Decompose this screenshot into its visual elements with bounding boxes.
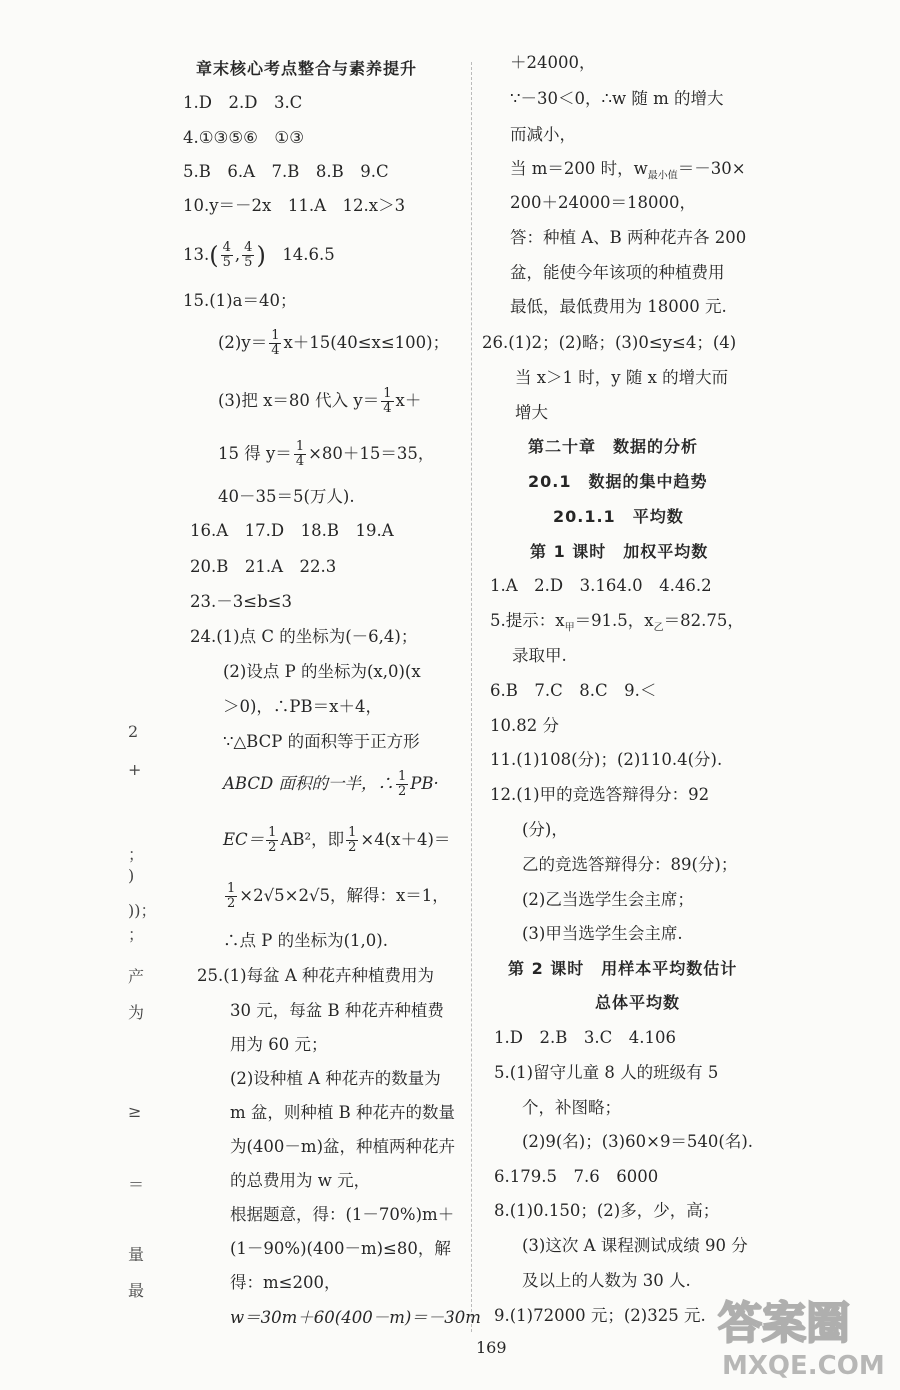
lesson-heading: 总体平均数 <box>595 993 681 1012</box>
answer-line: (分)， <box>522 820 568 839</box>
answer-line: (2)乙当选学生会主席； <box>522 890 694 909</box>
edge-fragment: 最 <box>128 1281 145 1300</box>
fraction: $\frac{1}{4}$ <box>295 439 305 469</box>
answer-line: 当 m＝200 时，$w_{最小值}=-30\times$ <box>510 159 746 182</box>
answer-line: 8.(1)0.150；(2)多，少，高； <box>494 1201 720 1220</box>
answer-line: 4.①③⑤⑥ ①③ <box>183 128 304 147</box>
answer-line: 24.(1)点 C 的坐标为(－6,4)； <box>190 627 418 646</box>
answer-line: 1.A 2.D 3.164.0 4.46.2 <box>490 576 712 595</box>
edge-fragment: ； <box>128 845 145 864</box>
edge-fragment: 为 <box>128 1003 145 1022</box>
answer-line: ＞0)，∴PB＝x＋4， <box>223 697 382 716</box>
answer-line: 根据题意，得：(1－70%)m＋ <box>230 1205 455 1224</box>
column-divider <box>471 62 472 1332</box>
answer-line: 个，补图略； <box>522 1098 621 1117</box>
answer-line: 12.(1)甲的竞选答辩得分：92 <box>490 785 710 804</box>
svg-text:答案圈: 答案圈 <box>718 1298 850 1349</box>
answer-line: 乙的竞选答辩得分：89(分)； <box>522 855 738 874</box>
answer-line: 30 元，每盆 B 种花卉种植费 <box>230 1001 444 1020</box>
answer-line: m 盆，则种植 B 种花卉的数量 <box>230 1103 456 1122</box>
answer-line: 答：种植 A、B 两种花卉各 200 <box>510 228 747 247</box>
answer-line: 5.(1)留守儿童 8 人的班级有 5 <box>494 1063 719 1082</box>
answer-line: (2)设种植 A 种花卉的数量为 <box>230 1069 441 1088</box>
lesson-heading: 第 1 课时 加权平均数 <box>530 542 709 561</box>
answer-line: 25.(1)每盆 A 种花卉种植费用为 <box>197 966 435 985</box>
answer-line: 6.B 7.C 8.C 9.＜ <box>490 681 657 700</box>
answer-line: ∵△BCP 的面积等于正方形 <box>223 732 420 751</box>
answer-line: 15 得 y＝ $\frac{1}{4}$ ×80＋15＝35， <box>218 439 435 469</box>
answer-line: 录取甲. <box>512 646 567 665</box>
edge-fragment: 2 <box>128 722 139 741</box>
fraction: $\frac{1}{2}$ <box>227 881 236 911</box>
answer-line: 增大 <box>515 403 548 422</box>
answer-line: ∴点 P 的坐标为(1,0). <box>223 931 388 950</box>
answer-line: 而减小， <box>510 125 576 144</box>
answer-line: 盆，能使今年该项的种植费用 <box>510 263 725 282</box>
answer-line: 用为 60 元； <box>230 1035 328 1054</box>
subsection-heading: 20.1.1 平均数 <box>553 507 684 526</box>
answer-line: 为(400－m)盆，种植两种花卉 <box>230 1137 456 1156</box>
section-heading: 20.1 数据的集中趋势 <box>528 472 708 491</box>
answer-line: 得：m≤200， <box>230 1273 341 1292</box>
answer-line: 11.(1)108(分)；(2)110.4(分). <box>490 750 723 769</box>
answer-line: $\frac{1}{2}$ ×2√5×2√5，解得：x＝1， <box>227 881 449 911</box>
answer-line: (3)把 x＝80 代入 y＝ $\frac{1}{4}$ x＋ <box>218 386 422 416</box>
answer-line: (3)甲当选学生会主席. <box>522 924 683 943</box>
edge-fragment: ) <box>128 866 135 885</box>
fraction: $\frac{1}{2}$ <box>397 769 407 799</box>
edge-fragment: 产 <box>128 967 145 986</box>
fraction: $\frac{4}{5}$ <box>222 240 231 270</box>
answer-line: 23.－3≤b≤3 <box>190 592 292 611</box>
answer-line: 16.A 17.D 18.B 19.A <box>190 521 394 540</box>
answer-line: w＝30m＋60(400－m)＝－30m <box>230 1308 481 1327</box>
answer-line: 5.提示：$x_甲=91.5$，$x_乙=82.75$， <box>490 611 744 634</box>
edge-fragment: ≥ <box>128 1102 142 1121</box>
section-heading: 章末核心考点整合与素养提升 <box>196 59 418 78</box>
answer-line: 1.D 2.B 3.C 4.106 <box>494 1028 676 1047</box>
edge-fragment: 量 <box>128 1245 145 1264</box>
answer-line: 10.82 分 <box>490 716 559 735</box>
answer-line: (2)设点 P 的坐标为(x,0)(x <box>223 662 421 681</box>
answer-line: 26.(1)2；(2)略；(3)0≤y≤4；(4) <box>482 333 737 352</box>
fraction: $\frac{1}{2}$ <box>268 825 277 855</box>
answer-line: 6.179.5 7.6 6000 <box>494 1167 659 1186</box>
answer-line: 200＋24000＝18000， <box>510 193 696 212</box>
answer-line: 9.(1)72000 元；(2)325 元. <box>494 1306 706 1325</box>
answer-line: EC＝ $\frac{1}{2}$ AB²，即 $\frac{1}{2}$ ×4(x＋4)＝ <box>223 825 451 855</box>
answer-line: 15.(1)a＝40； <box>183 291 297 310</box>
fraction: $\frac{1}{4}$ <box>383 386 392 416</box>
answer-line: 13.( $\frac{4}{5}$ , $\frac{4}{5}$ ) 14.6.5 <box>183 240 335 270</box>
fraction: $\frac{1}{2}$ <box>348 825 357 855</box>
answer-line: ABCD 面积的一半，∴ $\frac{1}{2}$ PB· <box>223 769 439 799</box>
answer-line: ＋24000， <box>510 53 596 72</box>
edge-fragment: ))； <box>128 901 157 920</box>
answer-line: ∵－30＜0，∴w 随 m 的增大 <box>510 89 724 108</box>
edge-fragment: + <box>128 760 142 779</box>
answer-line: 40－35＝5(万人). <box>218 487 355 506</box>
chapter-heading: 第二十章 数据的分析 <box>528 437 699 456</box>
answer-line: 10.y＝－2x 11.A 12.x＞3 <box>183 196 406 215</box>
fraction: $\frac{4}{5}$ <box>244 240 253 270</box>
answer-line: 当 x＞1 时，y 随 x 的增大而 <box>515 368 729 387</box>
answer-line: 1.D 2.D 3.C <box>183 93 303 112</box>
answer-line: (2)y＝ $\frac{1}{4}$ x＋15(40≤x≤100)； <box>218 328 450 358</box>
answer-line: 最低，最低费用为 18000 元. <box>510 297 727 316</box>
answer-line: 及以上的人数为 30 人. <box>522 1271 691 1290</box>
page-number: 169 <box>476 1338 507 1357</box>
svg-text:MXQE.COM: MXQE.COM <box>722 1351 885 1381</box>
answer-line: 的总费用为 w 元， <box>230 1171 371 1190</box>
watermark-logo <box>712 1290 892 1382</box>
edge-fragment: ； <box>128 925 145 944</box>
answer-line: (2)9(名)；(3)60×9＝540(名). <box>522 1132 754 1151</box>
answer-line: (1－90%)(400－m)≤80，解 <box>230 1239 451 1258</box>
answer-line: 20.B 21.A 22.3 <box>190 557 337 576</box>
answer-line: 5.B 6.A 7.B 8.B 9.C <box>183 162 389 181</box>
answer-line: (3)这次 A 课程测试成绩 90 分 <box>522 1236 748 1255</box>
edge-fragment: ＝ <box>128 1175 145 1194</box>
lesson-heading: 第 2 课时 用样本平均数估计 <box>508 959 738 978</box>
fraction: $\frac{1}{4}$ <box>271 328 280 358</box>
